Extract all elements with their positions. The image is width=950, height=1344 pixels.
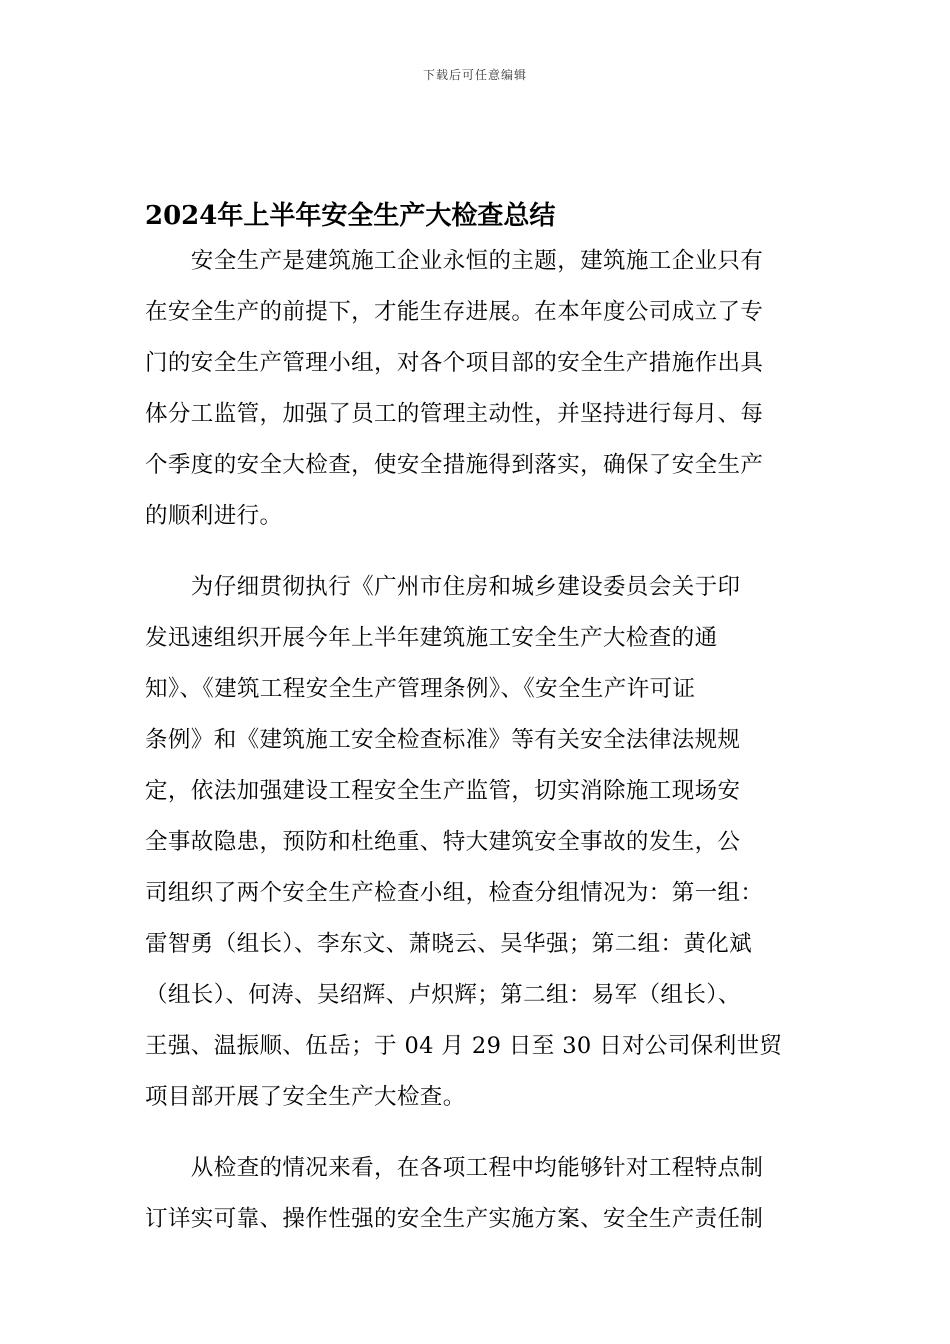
text-line: 在安全生产的前提下，才能生存进展。在本年度公司成立了专 (145, 299, 764, 325)
text-line: 的顺利进行。 (145, 503, 283, 529)
text-line: （组长）、何涛、吴绍辉、卢炽辉；第二组：易军（组长）、 (145, 982, 741, 1008)
paragraph-2 (145, 562, 805, 1123)
text-line: 门的安全生产管理小组，对各个项目部的安全生产措施作出具 (145, 350, 764, 376)
document-title: 2024年上半年安全生产大检查总结 (145, 201, 556, 231)
document-body (145, 236, 805, 1245)
text-line: 个季度的安全大检查，使安全措施得到落实，确保了安全生产 (145, 452, 764, 478)
text-line: 条例》和《建筑施工安全检查标准》等有关安全法律法规规 (145, 727, 741, 753)
paragraph-1 (145, 236, 805, 542)
text-line: 发迅速组织开展今年上半年建筑施工安全生产大检查的通 (145, 625, 718, 651)
text-line: 项目部开展了安全生产大检查。 (145, 1084, 466, 1110)
text-line: 从检查的情况来看，在各项工程中均能够针对工程特点制 (145, 1155, 764, 1181)
text-line: 雷智勇（组长）、李东文、萧晓云、吴华强；第二组：黄化斌 (145, 931, 753, 957)
text-line: 王强、温振顺、伍岳；于 04 月 29 日至 30 日对公司保利世贸 (145, 1033, 783, 1059)
text-line: 知》、《建筑工程安全生产管理条例》、《安全生产许可证 (145, 676, 696, 702)
text-line: 司组织了两个安全生产检查小组，检查分组情况为：第一组： (145, 880, 764, 906)
header-note: 下载后可任意编辑 (422, 68, 527, 82)
text-line: 全事故隐患，预防和杜绝重、特大建筑安全事故的发生，公 (145, 829, 741, 855)
text-line: 安全生产是建筑施工企业永恒的主题，建筑施工企业只有 (145, 248, 764, 274)
paragraph-3 (145, 1143, 805, 1245)
text-line: 为仔细贯彻执行《广州市住房和城乡建设委员会关于印 (145, 574, 741, 600)
text-line: 定，依法加强建设工程安全生产监管，切实消除施工现场安 (145, 778, 741, 804)
text-line: 订详实可靠、操作性强的安全生产实施方案、安全生产责任制 (145, 1206, 764, 1232)
paragraph-gap (145, 542, 805, 562)
paragraph-gap (145, 1123, 805, 1143)
text-line: 体分工监管，加强了员工的管理主动性，并坚持进行每月、每 (145, 401, 764, 427)
